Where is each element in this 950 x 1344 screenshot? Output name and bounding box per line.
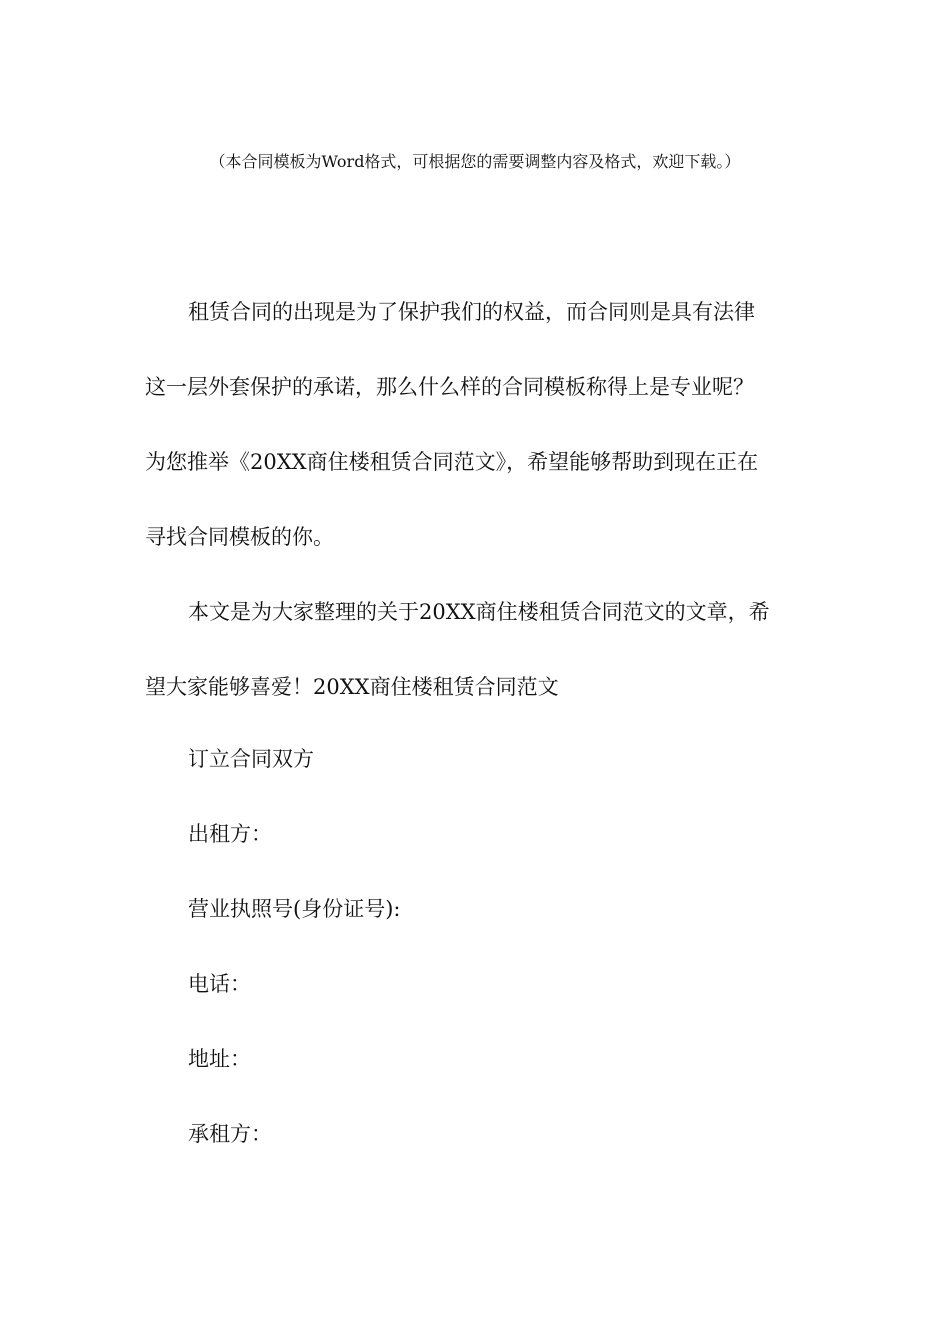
paragraph1-line2: 这一层外套保护的承诺，那么什么样的合同模板称得上是专业呢？	[145, 375, 754, 399]
paragraph2-line1: 本文是为大家整理的关于20XX商住楼租赁合同范文的文章，希	[188, 600, 770, 624]
lessee-field: 承租方：	[188, 1122, 272, 1146]
lessor-field: 出租方：	[188, 822, 272, 846]
phone-field: 电话：	[188, 972, 251, 996]
paragraph1-line4: 寻找合同模板的你。	[145, 525, 334, 549]
address-field: 地址：	[188, 1047, 251, 1071]
parties-heading: 订立合同双方	[188, 747, 314, 771]
license-number-field: 营业执照号(身份证号):	[188, 897, 401, 921]
template-note: （本合同模板为Word格式，可根据您的需要调整内容及格式，欢迎下载。）	[209, 152, 741, 171]
paragraph1-line3: 为您推举《20XX商住楼租赁合同范文》，希望能够帮助到现在正在	[145, 450, 759, 474]
paragraph2-line2: 望大家能够喜爱！20XX商住楼租赁合同范文	[145, 675, 559, 699]
paragraph1-line1: 租赁合同的出现是为了保护我们的权益，而合同则是具有法律	[188, 300, 755, 324]
